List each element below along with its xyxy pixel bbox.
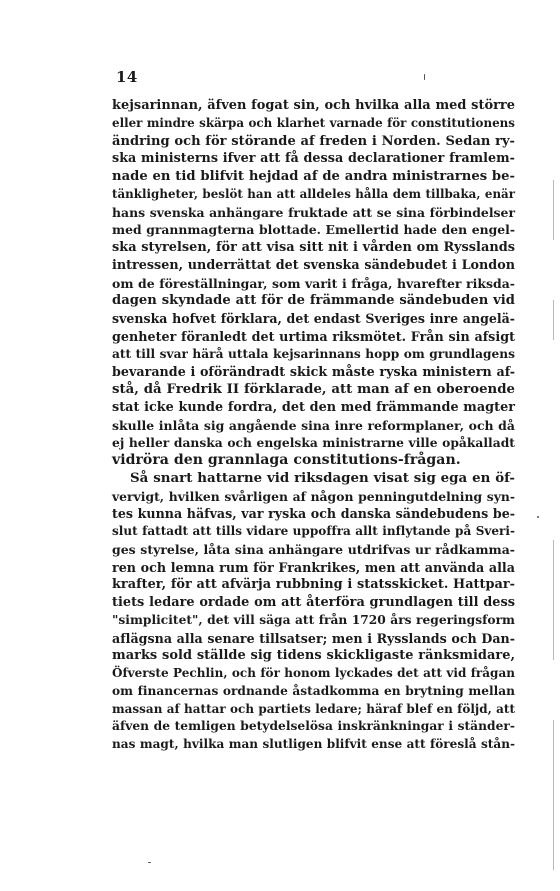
text-line: ren och lemna rum för Frankrikes, men att använda alla (112, 559, 515, 575)
text-line: tes kunna häfvas, var ryska och danska sändebudens be- (112, 506, 515, 522)
text-line: om financernas ordnande åstadkomma en brytning mellan (112, 683, 515, 698)
text-line: "simplicitet", det vill säga att från 1720 års regeringsform (112, 612, 515, 627)
text-line: intressen, underrättat det svenska sändebudet i London (112, 257, 515, 273)
text-line: krafter, för att afvärja rubbning i statsskicket. Hattpar- (112, 577, 515, 593)
text-line: tänkligheter, beslöt han att alldeles hålla dem tillbaka, enär (112, 186, 515, 201)
text-line: kejsarinnan, äfven fogat sin, och hvilka alla med större (112, 98, 515, 113)
text-line: med grannmagterna blottade. Emellertid hade den engel- (112, 222, 515, 238)
text-line: om de föreställningar, som varit i fråga, hvarefter riksda- (112, 275, 515, 291)
scan-margin-line (553, 540, 554, 660)
text-line: svenska hofvet förklara, det endast Sveriges inre angelä- (112, 311, 515, 326)
text-line: vervigt, hvilken svårligen af någon penningutdelning syn- (112, 488, 515, 504)
text-line: hans svenska anhängare fruktade att se sina förbindelser (112, 204, 515, 220)
text-line: dagen skyndade att för de främmande sändebuden vid (112, 293, 515, 309)
text-line: ska styrelsen, för att visa sitt nit i vården om Rysslands (112, 240, 515, 255)
text-line: genheter föranledt det urtima riksmötet. Från sin afsigt (112, 328, 515, 344)
body-text (112, 97, 515, 754)
page-number: 14 (116, 68, 138, 86)
text-line: eller mindre skärpa och klarhet varnade för constitutionens (112, 115, 515, 130)
scan-speck (148, 862, 151, 863)
text-line: tiets ledare ordade om att återföra grundlagen till dess (112, 595, 515, 610)
text-line: Öfverste Pechlin, och för honom lyckades det att vid frågan (112, 666, 515, 680)
text-line: stat icke kunde fordra, det den med främmande magter (112, 399, 515, 415)
text-line: nas magt, hvilka man slutligen blifvit ense att föreslå stån- (112, 737, 515, 751)
text-line: att till svar härå uttala kejsarinnans hopp om grundlagens (112, 346, 515, 361)
text-line: nade en tid blifvit hejdad af de andra ministrarnes be- (112, 169, 515, 184)
text-line: skulle inlåta sig angående sina inre reformplaner, och då (112, 417, 515, 433)
text-line: ska ministerns ifver att få dessa declarationer framlem- (112, 151, 515, 167)
paragraph-end-line: vidröra den grannlaga constitutions-frågan. (112, 452, 461, 468)
scan-margin-line (553, 720, 554, 870)
paragraph-start-line: Så snart hattarne vid riksdagen visat sig ega en öf- (130, 469, 515, 486)
text-line: ej heller danska och engelska ministrarne ville opåkalladt (112, 435, 515, 451)
scan-margin-line (553, 180, 554, 240)
text-line: äfven de temligen betydelselösa inskränkningar i ständer- (112, 719, 515, 734)
scan-speck (537, 516, 539, 518)
scan-speck (424, 74, 425, 80)
text-line: ges styrelse, låta sina anhängare utdrifvas ur rådkamma- (112, 541, 515, 557)
text-line: aflägsna alla senare tillsatser; men i Rysslands och Dan- (112, 630, 515, 646)
scan-margin-line (553, 300, 554, 340)
text-line: stå, då Fredrik II förklarade, att man af en oberoende (112, 382, 515, 397)
text-line: slut fattadt att tills vidare uppoffra allt inflytande på Sveri- (112, 524, 515, 538)
text-line: ändring och för störande af freden i Norden. Sedan ry- (112, 133, 515, 149)
text-line: marks sold ställde sig tidens skickligaste ränksmidare, (112, 648, 515, 664)
text-line: massan af hattar och partiets ledare; häraf blef en följd, att (112, 701, 515, 716)
text-line: bevarande i oförändradt skick måste ryska ministern af- (112, 364, 515, 380)
